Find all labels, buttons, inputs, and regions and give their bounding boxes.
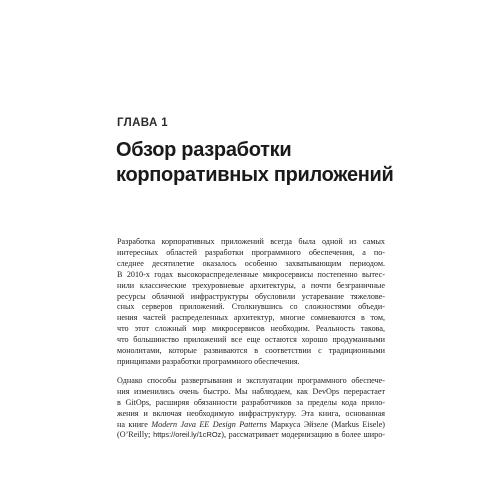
text-line: Разработка корпоративных приложений всегда была одной из самых bbox=[117, 237, 385, 246]
text-line: интересных областей разработки программного обеспечения, а по- bbox=[117, 247, 385, 257]
text-line: ресурсы облачной инфраструктуры обусловили устаревание тяжелове- bbox=[117, 291, 385, 301]
paragraph-1 bbox=[117, 237, 385, 368]
text-line: что этот сложный мир микросервисов необходим. Реальность такова, bbox=[117, 324, 385, 334]
text-line: Однако способы развертывания и эксплуатации программного обеспече- bbox=[117, 375, 385, 385]
text-fragment: ), рассматривает модернизацию в более широ- bbox=[221, 430, 385, 440]
paragraph-2 bbox=[117, 376, 385, 441]
text-line: жения и включая необходимую инфраструктуру. Эта книга, основанная bbox=[117, 408, 385, 418]
text-line: сных серверов приложений. Столкнувшись со сложностями объеди- bbox=[117, 302, 385, 312]
text-line: следнее десятилетие оказалось особенно захватывающим периодом. bbox=[117, 258, 385, 268]
text-fragment: на книге bbox=[117, 419, 152, 429]
text-line bbox=[117, 420, 385, 431]
chapter-label: ГЛАВА 1 bbox=[117, 117, 169, 129]
chapter-title-line-1: Обзор разработки bbox=[116, 139, 292, 161]
chapter-body bbox=[117, 237, 385, 449]
text-line: монолитами, которые развиваются в соответствии с традиционными bbox=[117, 346, 385, 356]
url-link[interactable]: https://oreil.ly/1cROz bbox=[153, 430, 222, 440]
text-line bbox=[117, 430, 385, 441]
text-fragment: Маркуса Эйзеле (Markus Eisele) bbox=[266, 419, 385, 429]
text-fragment: (O’Reilly; bbox=[117, 430, 154, 440]
book-title: Modern Java EE Design Patterns bbox=[151, 419, 267, 429]
chapter-title-line-2: корпоративных приложений bbox=[116, 164, 394, 186]
text-line: принципами разработки программного обеспечения. bbox=[117, 356, 300, 366]
text-line: ния изменились очень быстро. Мы наблюдаем, как DevOps перерастает bbox=[117, 386, 385, 396]
text-line: что большинство приложений все еще остаются хорошо продуманными bbox=[117, 335, 385, 345]
text-line: нили классические трехуровневые архитектуры, а почти безграничные bbox=[117, 280, 385, 290]
chapter-title bbox=[116, 138, 416, 188]
text-line: В 2010-х годах высокораспределенные микросервисы постепенно вытес- bbox=[117, 269, 385, 279]
text-line: в GitOps, расширяя обязанности разработчиков за пределы кода прило- bbox=[117, 397, 385, 407]
text-line: нения частей распределенных архитектур, многие сомневаются в том, bbox=[117, 313, 385, 323]
